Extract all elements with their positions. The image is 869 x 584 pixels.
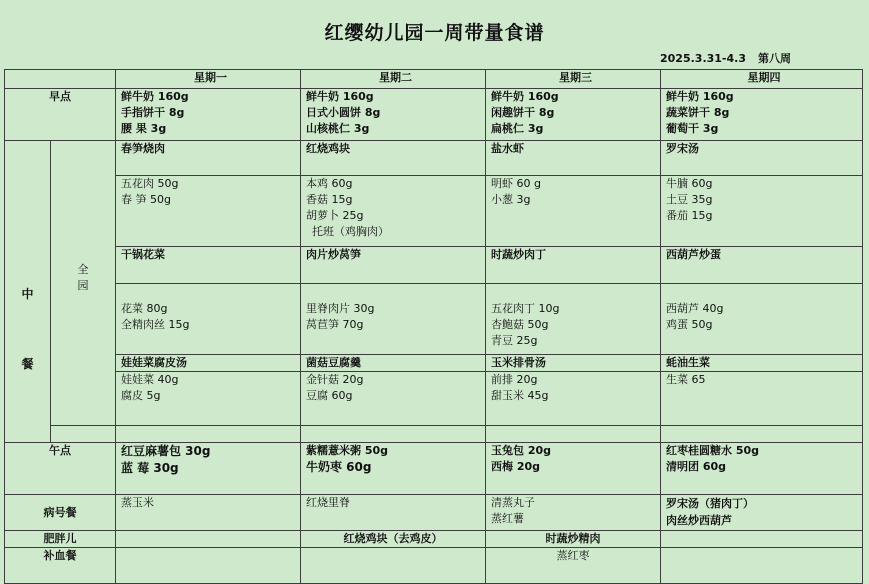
anemia-cell <box>661 548 863 584</box>
ingredient: 香菇 15g <box>306 193 353 206</box>
breakfast-cell <box>116 89 301 141</box>
breakfast-cell <box>486 89 661 141</box>
menu-line: 扁桃仁 3g <box>491 122 544 135</box>
sick-meal-row <box>5 495 863 531</box>
lunch-label-1: 中 <box>21 287 34 301</box>
date-range <box>660 50 803 66</box>
sick-meal-cell <box>301 495 486 531</box>
ingredient: 甜玉米 45g <box>491 389 549 402</box>
sick-meal-cell <box>486 495 661 531</box>
ingredient: 腐皮 5g <box>121 389 161 402</box>
lunch-dish3-ingredients-row <box>5 372 863 426</box>
anemia-cell <box>116 548 301 584</box>
sick-meal-cell <box>661 495 863 531</box>
lunch-dish2-ingredients-row <box>5 284 863 355</box>
menu-line: 闲趣饼干 8g <box>491 106 555 119</box>
dish-name: 干锅花菜 <box>116 247 301 284</box>
breakfast-label: 早点 <box>5 89 116 141</box>
lunch-dish1-name-row <box>5 141 863 176</box>
menu-line: 红烧里脊 <box>306 496 350 509</box>
obese-cell: 红烧鸡块（去鸡皮） <box>301 531 486 548</box>
ingredient: 春 笋 50g <box>121 193 171 206</box>
anemia-label: 补血餐 <box>5 548 116 584</box>
week-text: 第八周 <box>758 52 791 65</box>
ingredient-cell <box>661 176 863 247</box>
header-row <box>5 70 863 89</box>
ingredient-cell <box>116 176 301 247</box>
menu-line: 鲜牛奶 160g <box>666 90 734 103</box>
day-header: 星期四 <box>661 70 863 89</box>
snack-cell <box>116 443 301 495</box>
ingredient-cell <box>301 284 486 355</box>
ingredient: 番茄 15g <box>666 209 713 222</box>
empty-cell <box>661 426 863 443</box>
ingredient: 鸡蛋 50g <box>666 318 713 331</box>
ingredient: 生菜 65 <box>666 373 706 386</box>
lunch-filler-row <box>5 426 863 443</box>
ingredient: 托班（鸡胸肉） <box>312 225 389 238</box>
dish-name: 肉片炒莴笋 <box>301 247 486 284</box>
menu-line: 红枣桂圆糖水 50g <box>666 444 760 457</box>
ingredient: 娃娃菜 40g <box>121 373 179 386</box>
obese-cell: 时蔬炒精肉 <box>486 531 661 548</box>
dish-name: 盐水虾 <box>486 141 661 176</box>
ingredient: 土豆 35g <box>666 193 713 206</box>
snack-cell <box>301 443 486 495</box>
ingredient: 五花肉 50g <box>121 177 179 190</box>
menu-line: 鲜牛奶 160g <box>306 90 374 103</box>
ingredient: 西葫芦 40g <box>666 302 724 315</box>
obese-row <box>5 531 863 548</box>
day-header: 星期二 <box>301 70 486 89</box>
menu-line: 玉兔包 20g <box>491 444 552 457</box>
ingredient-cell <box>486 176 661 247</box>
empty-cell <box>51 426 116 443</box>
menu-line: 清明团 60g <box>666 460 727 473</box>
menu-line: 蔬菜饼干 8g <box>666 106 730 119</box>
ingredient: 全精肉丝 15g <box>121 318 190 331</box>
menu-line: 鲜牛奶 160g <box>491 90 559 103</box>
menu-line: 手指饼干 8g <box>121 106 185 119</box>
menu-line: 蒸玉米 <box>121 496 154 509</box>
menu-line: 罗宋汤（猪肉丁） <box>666 497 754 510</box>
dish-name: 时蔬炒肉丁 <box>486 247 661 284</box>
empty-cell <box>116 426 301 443</box>
menu-line: 紫糯薏米粥 50g <box>306 444 389 457</box>
dish-name: 西葫芦炒蛋 <box>661 247 863 284</box>
ingredient: 花菜 80g <box>121 302 168 315</box>
ingredient: 小葱 3g <box>491 193 531 206</box>
empty-cell <box>301 426 486 443</box>
menu-line: 蓝 莓 30g <box>121 461 179 475</box>
day-header: 星期一 <box>116 70 301 89</box>
lunch-label-2: 餐 <box>21 357 34 371</box>
obese-cell <box>661 531 863 548</box>
whole-school-text: 全园 <box>77 263 89 292</box>
dish-name: 菌菇豆腐羹 <box>301 355 486 372</box>
dish-name: 春笋烧肉 <box>116 141 301 176</box>
snack-row <box>5 443 863 495</box>
menu-line: 山核桃仁 3g <box>306 122 370 135</box>
ingredient: 前排 20g <box>491 373 538 386</box>
anemia-row <box>5 548 863 584</box>
ingredient: 莴苣笋 70g <box>306 318 364 331</box>
lunch-dish3-name-row <box>5 355 863 372</box>
menu-line: 鲜牛奶 160g <box>121 90 189 103</box>
menu-line: 腰 果 3g <box>121 122 167 135</box>
menu-table <box>4 69 863 584</box>
menu-line: 清蒸丸子 <box>491 496 535 509</box>
anemia-cell <box>301 548 486 584</box>
snack-cell <box>661 443 863 495</box>
ingredient-cell <box>486 284 661 355</box>
dish-name: 玉米排骨汤 <box>486 355 661 372</box>
sick-meal-label: 病号餐 <box>5 495 116 531</box>
dish-name: 蚝油生菜 <box>661 355 863 372</box>
corner-cell <box>5 70 116 89</box>
lunch-dish1-ingredients-row <box>5 176 863 247</box>
anemia-cell: 蒸红枣 <box>486 548 661 584</box>
ingredient-cell <box>301 176 486 247</box>
ingredient-cell <box>116 372 301 426</box>
date-text: 2025.3.31-4.3 <box>660 52 746 65</box>
ingredient: 本鸡 60g <box>306 177 353 190</box>
menu-line: 葡萄干 3g <box>666 122 719 135</box>
ingredient: 豆腐 60g <box>306 389 353 402</box>
snack-cell <box>486 443 661 495</box>
ingredient: 青豆 25g <box>491 334 538 347</box>
day-header: 星期三 <box>486 70 661 89</box>
ingredient: 金针菇 20g <box>306 373 364 386</box>
empty-cell <box>486 426 661 443</box>
dish-name: 娃娃菜腐皮汤 <box>116 355 301 372</box>
snack-label: 午点 <box>5 443 116 495</box>
menu-line: 日式小圆饼 8g <box>306 106 381 119</box>
breakfast-cell <box>301 89 486 141</box>
ingredient-cell <box>661 284 863 355</box>
ingredient: 五花肉丁 10g <box>491 302 560 315</box>
whole-school-label <box>51 141 116 426</box>
ingredient: 胡萝卜 25g <box>306 209 364 222</box>
breakfast-row <box>5 89 863 141</box>
menu-line: 肉丝炒西葫芦 <box>666 514 732 527</box>
menu-line: 红豆麻薯包 30g <box>121 444 211 458</box>
ingredient: 里脊肉片 30g <box>306 302 375 315</box>
sick-meal-cell <box>116 495 301 531</box>
breakfast-cell <box>661 89 863 141</box>
ingredient-cell <box>661 372 863 426</box>
menu-line: 蒸红薯 <box>491 512 524 525</box>
ingredient: 杏鲍菇 50g <box>491 318 549 331</box>
lunch-label <box>5 141 51 443</box>
ingredient-cell <box>301 372 486 426</box>
lunch-dish2-name-row <box>5 247 863 284</box>
ingredient: 牛腩 60g <box>666 177 713 190</box>
ingredient-cell <box>486 372 661 426</box>
obese-cell <box>116 531 301 548</box>
ingredient-cell <box>116 284 301 355</box>
page-title: 红缨幼儿园一周带量食谱 <box>324 22 545 44</box>
dish-name: 红烧鸡块 <box>301 141 486 176</box>
menu-line: 西梅 20g <box>491 460 541 473</box>
menu-line: 牛奶枣 60g <box>306 460 372 474</box>
dish-name: 罗宋汤 <box>661 141 863 176</box>
obese-label: 肥胖儿 <box>5 531 116 548</box>
ingredient: 明虾 60 g <box>491 177 541 190</box>
